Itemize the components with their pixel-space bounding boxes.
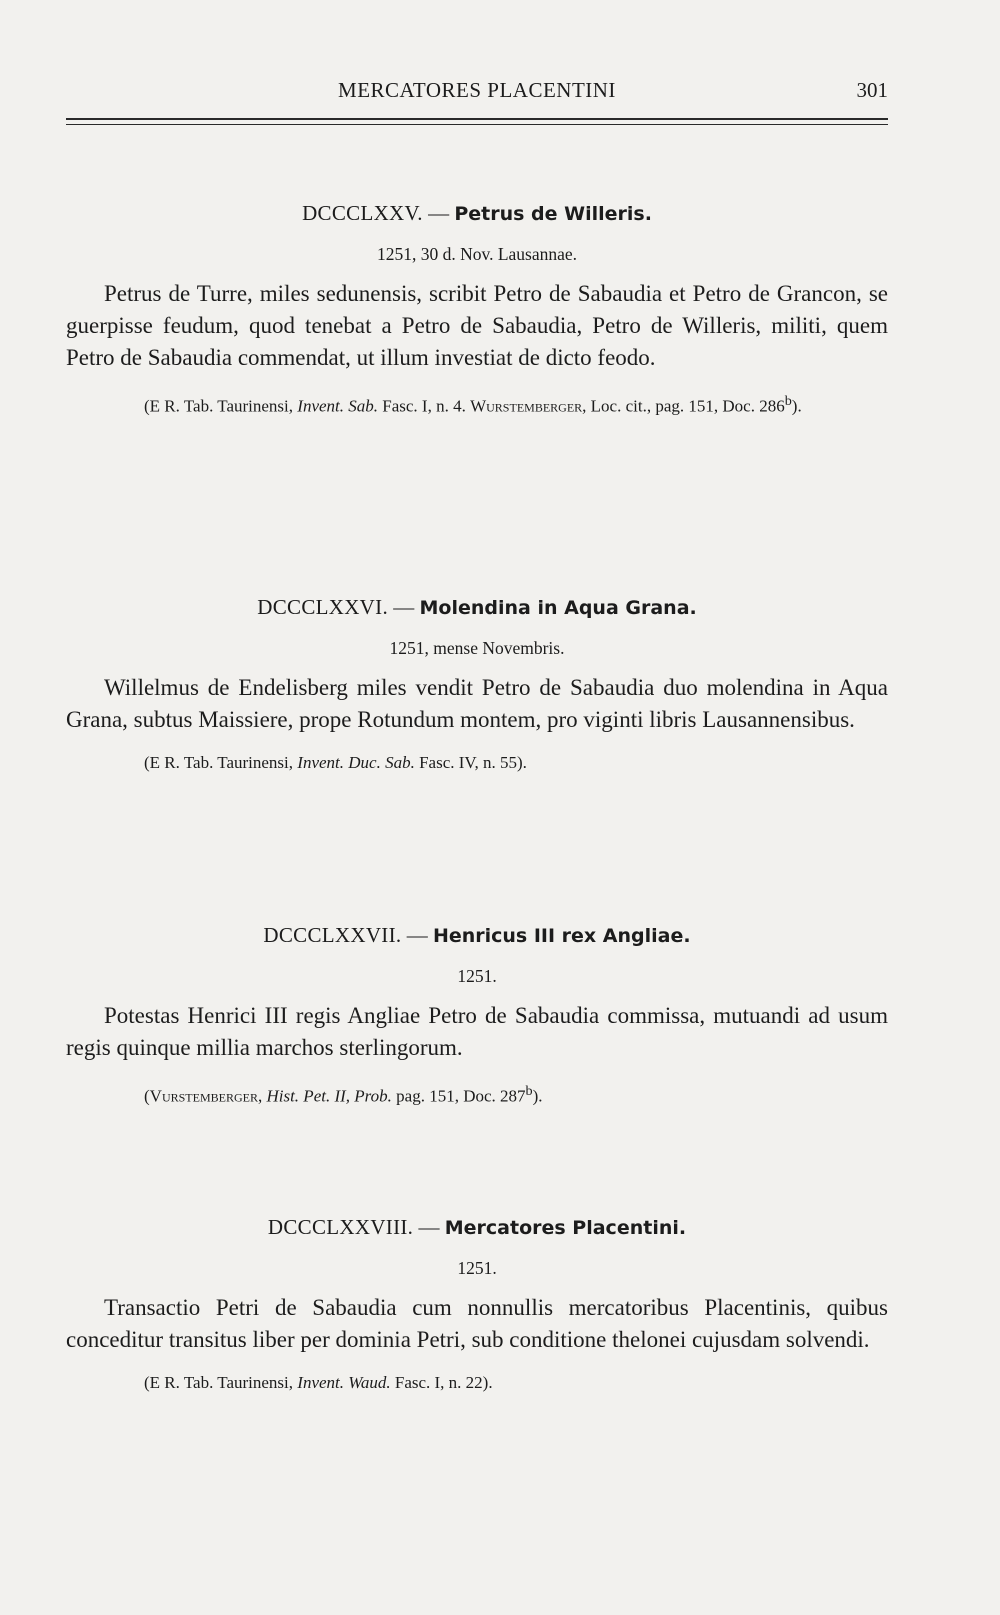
running-head <box>66 78 888 108</box>
source-part: ). <box>791 396 802 416</box>
entry-date: 1251, 30 d. Nov. Lausannae. <box>376 244 578 264</box>
entry-number: DCCCLXXVII. <box>263 923 402 947</box>
entry-dccclxxv <box>66 198 888 420</box>
page-number: 301 <box>856 78 888 102</box>
source-superscript: b <box>784 393 792 409</box>
source-part: (E R. Tab. Taurinensi, <box>144 1373 298 1392</box>
entry-source <box>66 750 888 776</box>
entry-body: Willelmus de Endelisberg miles vendit Petro de Sabaudia duo molendina in Aqua Grana, subtus Maissiere, prope Rotundum montem, pro viginti libris Lausannensibus. <box>66 675 888 732</box>
entry-heading <box>66 198 888 228</box>
entry-title: Henricus III rex Angliae. <box>432 925 691 947</box>
source-part: Fasc. I, n. 22). <box>390 1373 493 1392</box>
source-part: Fasc. IV, n. 55). <box>414 753 527 772</box>
entry-body: Potestas Henrici III regis Angliae Petro de Sabaudia commissa, mutuandi ad usum regis quinque millia marchos sterlingorum. <box>66 1003 888 1060</box>
entry-dccclxxvi <box>66 592 888 776</box>
source-part: (E R. Tab. Taurinensi, <box>144 753 298 772</box>
source-author: Wurstemberger <box>470 396 583 416</box>
source-part: , Loc. cit., pag. 151, Doc. 286 <box>582 396 785 416</box>
running-head-title: MERCATORES PLACENTINI <box>338 78 616 102</box>
entry-date: 1251, mense Novembris. <box>389 638 565 658</box>
entry-dash: — <box>418 1215 440 1239</box>
entry-dccclxxvii <box>66 920 888 1110</box>
source-inventory: Invent. Sab. <box>297 396 379 416</box>
source-part: (E R. Tab. Taurinensi, <box>144 396 298 416</box>
entry-title: Molendina in Aqua Grana. <box>419 597 697 619</box>
source-part: ( <box>144 1086 150 1106</box>
source-part: , <box>257 1086 267 1106</box>
entry-title: Petrus de Willeris. <box>454 203 652 225</box>
entry-dccclxxviii <box>66 1212 888 1396</box>
entry-body: Transactio Petri de Sabaudia cum nonnullis mercatoribus Placentinis, quibus conceditur transitus liber per dominia Petri, sub conditione thelonei cujusdam solvendi. <box>66 1295 888 1352</box>
source-part: Fasc. I, n. 4. <box>378 396 471 416</box>
entry-date: 1251. <box>457 966 497 986</box>
entry-date: 1251. <box>457 1258 497 1278</box>
source-part: ). <box>532 1086 543 1106</box>
entry-source <box>66 1370 888 1396</box>
entry-dash: — <box>393 595 415 619</box>
entry-number: DCCCLXXVIII. <box>267 1215 414 1239</box>
source-author: Vurstemberger <box>149 1086 258 1106</box>
source-inventory: Invent. Waud. <box>297 1373 391 1392</box>
entry-number: DCCCLXXV. <box>302 201 423 225</box>
entry-dash: — <box>428 201 450 225</box>
entry-heading <box>66 592 888 622</box>
source-work: Hist. Pet. II, Prob. <box>266 1086 392 1106</box>
entry-heading <box>66 1212 888 1242</box>
entry-dash: — <box>406 923 428 947</box>
entry-source <box>66 388 888 420</box>
entry-source <box>66 1078 888 1110</box>
source-inventory: Invent. Duc. Sab. <box>297 753 415 772</box>
entry-title: Mercatores Placentini. <box>444 1217 687 1239</box>
header-rule-thick <box>66 118 888 120</box>
header-rule-thin <box>66 124 888 125</box>
entry-body: Petrus de Turre, miles sedunensis, scribit Petro de Sabaudia et Petro de Grancon, se guerpisse feudum, quod tenebat a Petro de Sabaudia, Petro de Willeris, militi, quem Petro de Sabaudia commendat, ut illum investiat de dicto feodo. <box>66 281 888 370</box>
source-superscript: b <box>525 1083 533 1099</box>
entry-number: DCCCLXXVI. <box>257 595 388 619</box>
source-part: pag. 151, Doc. 287 <box>391 1086 526 1106</box>
entry-heading <box>66 920 888 950</box>
